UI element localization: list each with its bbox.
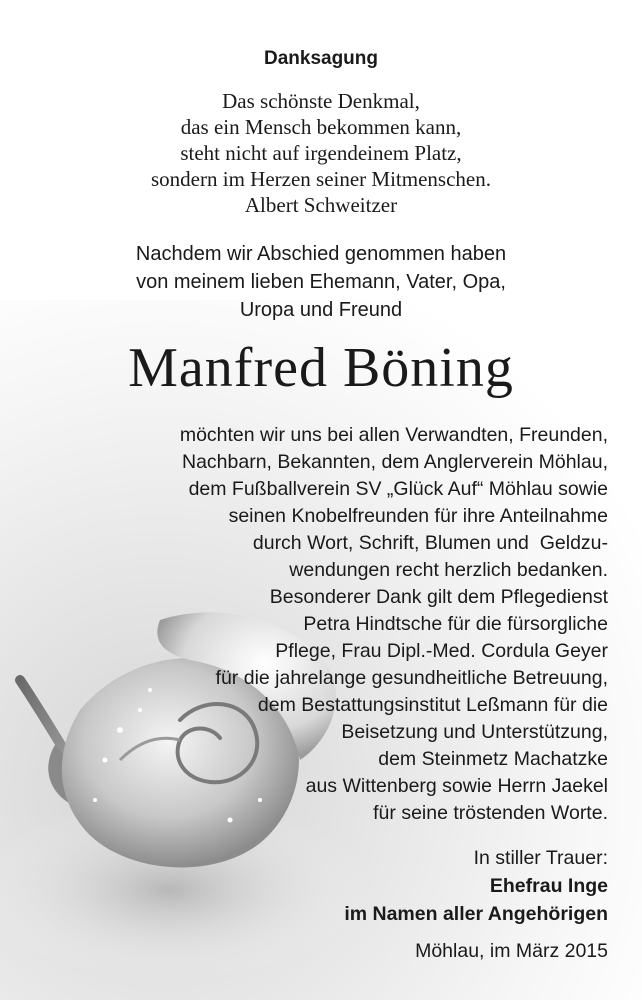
signature-family: im Namen aller Angehörigen: [344, 903, 608, 925]
deceased-name: Manfred Böning: [128, 337, 514, 399]
place-date: Möhlau, im März 2015: [415, 940, 608, 962]
thanks-line: dem Bestattungsinstitut Leßmann für die: [257, 694, 608, 716]
intro-text: [0, 240, 642, 324]
thanks-line: dem Steinmetz Machatzke: [378, 748, 608, 770]
heading-danksagung: Danksagung: [263, 48, 379, 69]
thanks-text: [48, 422, 608, 827]
intro-line: von meinem lieben Ehemann, Vater, Opa,: [136, 271, 506, 293]
intro-line: Uropa und Freund: [239, 299, 403, 321]
thanks-line: Besonderer Dank gilt dem Pflegedienst: [269, 586, 608, 608]
signature-intro: In stiller Trauer:: [473, 847, 608, 869]
thanks-line: Beisetzung und Unterstützung,: [341, 721, 608, 743]
thanks-line: für die jahrelange gesundheitliche Betreuung,: [215, 667, 608, 689]
thanks-line: wendungen recht herzlich bedanken.: [289, 559, 608, 581]
quote-line: das ein Mensch bekommen kann,: [180, 115, 462, 139]
thanks-line: dem Fußballverein SV „Glück Auf“ Möhlau sowie: [188, 478, 608, 500]
signature-block: [208, 844, 608, 928]
quote-line: sondern im Herzen seiner Mitmenschen.: [151, 167, 491, 191]
thanks-line: Petra Hindtsche für die fürsorgliche: [303, 613, 608, 635]
quote-block: [0, 88, 642, 218]
thanks-line: möchten wir uns bei allen Verwandten, Freunden,: [179, 424, 608, 446]
thanks-line: Nachbarn, Bekannten, dem Anglerverein Möhlau,: [181, 451, 608, 473]
thanks-line: für seine tröstenden Worte.: [373, 802, 608, 824]
quote-line: Das schönste Denkmal,: [222, 89, 420, 113]
thanks-line: aus Wittenberg sowie Herrn Jaekel: [305, 775, 608, 797]
thanks-line: durch Wort, Schrift, Blumen und Geldzu-: [252, 532, 608, 554]
thanks-line: seinen Knobelfreunden für ihre Anteilnahme: [228, 505, 608, 527]
intro-line: Nachdem wir Abschied genommen haben: [135, 243, 507, 265]
quote-line: steht nicht auf irgendeinem Platz,: [180, 141, 462, 165]
quote-author: Albert Schweitzer: [244, 193, 398, 217]
thanks-line: Pflege, Frau Dipl.-Med. Cordula Geyer: [275, 640, 608, 662]
signature-widow: Ehefrau Inge: [489, 875, 608, 897]
